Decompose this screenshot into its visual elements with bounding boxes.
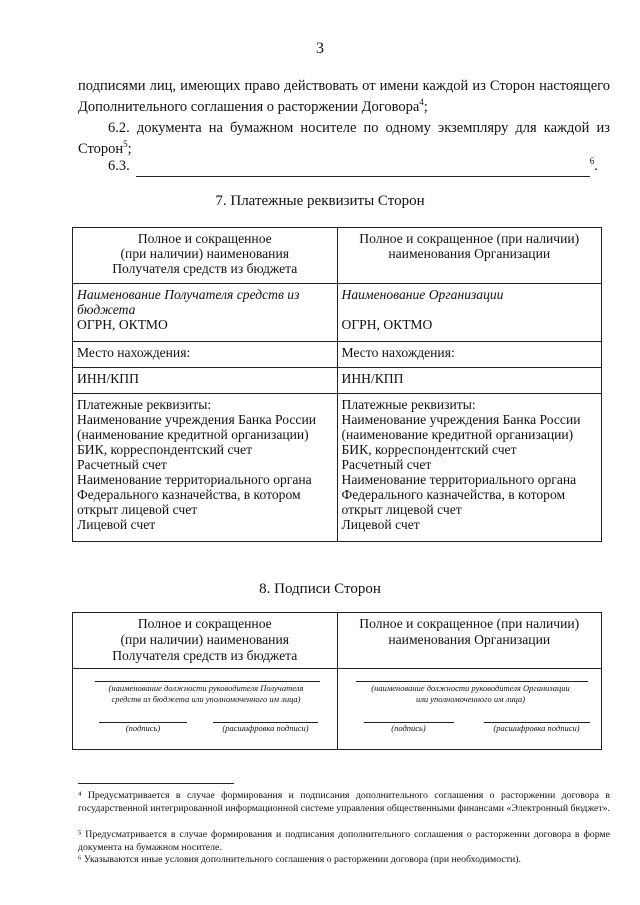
payment-line: Лицевой счет — [341, 517, 420, 532]
payment-line: (наименование кредитной организации) — [341, 427, 574, 442]
table-row — [73, 284, 602, 342]
payment-line: Федерального казначейства, в котором — [77, 487, 301, 502]
table-row — [73, 613, 602, 669]
table-row — [73, 228, 602, 284]
paragraph-6-3 — [78, 156, 610, 177]
signature-block-right — [342, 672, 598, 746]
caption-line: (наименование должности руководителя Организации — [371, 683, 570, 693]
header-line: (при наличии) наименования — [120, 632, 289, 647]
table-row — [73, 669, 602, 750]
footnote-5: ⁵ Предусматривается в случае формирования и подписания дополнительного соглашения о расторжении договора в форме документа на бумажном носителе. — [78, 829, 610, 853]
footnote-ref: 6 — [589, 156, 595, 167]
header-line: Получателя средств из бюджета — [112, 261, 298, 276]
payment-cell-left — [73, 394, 338, 542]
header-right — [337, 228, 602, 284]
payment-cell-right — [337, 394, 602, 542]
table-row — [73, 342, 602, 368]
position-caption — [342, 683, 600, 705]
location-label: Место нахождения: — [73, 342, 338, 368]
header-line: (при наличии) наименования — [120, 246, 289, 261]
header-left — [73, 228, 338, 284]
table-row — [73, 368, 602, 394]
signature-cell-left — [73, 669, 338, 750]
signature-caption: (подпись) — [125, 723, 161, 733]
header-line: Полное и сокращенное — [137, 616, 272, 631]
footnote-ref: 5 — [123, 139, 128, 150]
caption-line: или уполномоченного им лица) — [415, 694, 526, 704]
payment-line: открыт лицевой счет — [341, 502, 462, 517]
footnote-separator — [78, 783, 234, 784]
ogrn-label: ОГРН, ОКТМО — [341, 317, 433, 332]
paragraph-signatures — [78, 76, 610, 118]
caption-line: (наименование должности руководителя Получателя — [108, 683, 304, 693]
header-line: Полное и сокращенное (при наличии) — [359, 231, 580, 246]
payment-line: Платежные реквизиты: — [77, 397, 212, 412]
paragraph-text: 6.2. документа на бумажном носителе по одному экземпляру для каждой из Сторон — [78, 120, 610, 157]
punct: ; — [423, 99, 428, 115]
decoding-caption: (расшифровка подписи) — [493, 723, 580, 733]
signature-cell-right — [337, 669, 602, 750]
footnote-ref: 4 — [419, 97, 424, 108]
paragraph-text: подписями лиц, имеющих право действовать от имени каждой из Сторон настоящего Дополнительного соглашения о расторжении Договора — [78, 78, 610, 115]
item-label: 6.3. — [108, 158, 130, 174]
page-number: 3 — [316, 40, 324, 57]
signatures-table — [72, 612, 602, 750]
payment-details-table — [72, 227, 602, 542]
payment-line: Наименование территориального органа — [77, 472, 312, 487]
blank-line — [136, 162, 590, 177]
payment-line: Федерального казначейства, в котором — [341, 487, 566, 502]
header-left — [73, 613, 338, 669]
header-line: Полное и сокращенное (при наличии) — [359, 616, 580, 631]
footnote-6: ⁶ Указываются иные условия дополнительного соглашения о расторжении договора (при необходимости). — [78, 854, 521, 865]
footnote-4: ⁴ Предусматривается в случае формирования и подписания дополнительного соглашения о расторжении договора в государственной интегрированной информационной системе управления общественными финансами «Электронный бюджет». — [78, 790, 610, 814]
organization-name-label: Наименование Организации — [341, 287, 504, 302]
signature-caption: (подпись) — [391, 723, 426, 733]
header-line: наименования Организации — [388, 632, 551, 647]
header-right — [337, 613, 602, 669]
table-row — [73, 394, 602, 542]
payment-line: Расчетный счет — [77, 457, 167, 472]
header-line: наименования Организации — [388, 246, 551, 261]
paragraph-6-2 — [78, 118, 610, 160]
position-line — [356, 681, 588, 682]
recipient-name-label: Наименование Получателя средств из бюджета — [77, 287, 300, 317]
inn-label: ИНН/КПП — [337, 368, 602, 394]
section-7-title: 7. Платежные реквизиты Сторон — [215, 193, 425, 209]
payment-line: Наименование территориального органа — [341, 472, 577, 487]
name-cell-right — [337, 284, 602, 342]
payment-line: (наименование кредитной организации) — [77, 427, 309, 442]
name-cell-left — [73, 284, 338, 342]
payment-line: БИК, корреспондентский счет — [77, 442, 253, 457]
payment-line: Наименование учреждения Банка России — [77, 412, 317, 427]
header-line: Получателя средств из бюджета — [112, 648, 298, 663]
payment-line: Лицевой счет — [77, 517, 156, 532]
header-line: Полное и сокращенное — [137, 231, 272, 246]
location-label: Место нахождения: — [337, 342, 602, 368]
payment-line: Расчетный счет — [341, 457, 432, 472]
section-8-title: 8. Подписи Сторон — [259, 581, 381, 597]
punct: . — [594, 158, 598, 174]
decoding-caption: (расшифровка подписи) — [222, 723, 309, 733]
payment-line: Платежные реквизиты: — [341, 397, 476, 412]
caption-line: средств из бюджета или уполномоченного им лица) — [111, 694, 301, 704]
inn-label: ИНН/КПП — [73, 368, 338, 394]
position-line — [95, 681, 320, 682]
payment-line: БИК, корреспондентский счет — [341, 442, 517, 457]
position-caption — [77, 683, 335, 705]
signature-block-left — [77, 672, 333, 746]
payment-line: Наименование учреждения Банка России — [341, 412, 581, 427]
punct: ; — [127, 141, 132, 157]
ogrn-label: ОГРН, ОКТМО — [77, 317, 168, 332]
payment-line: открыт лицевой счет — [77, 502, 198, 517]
